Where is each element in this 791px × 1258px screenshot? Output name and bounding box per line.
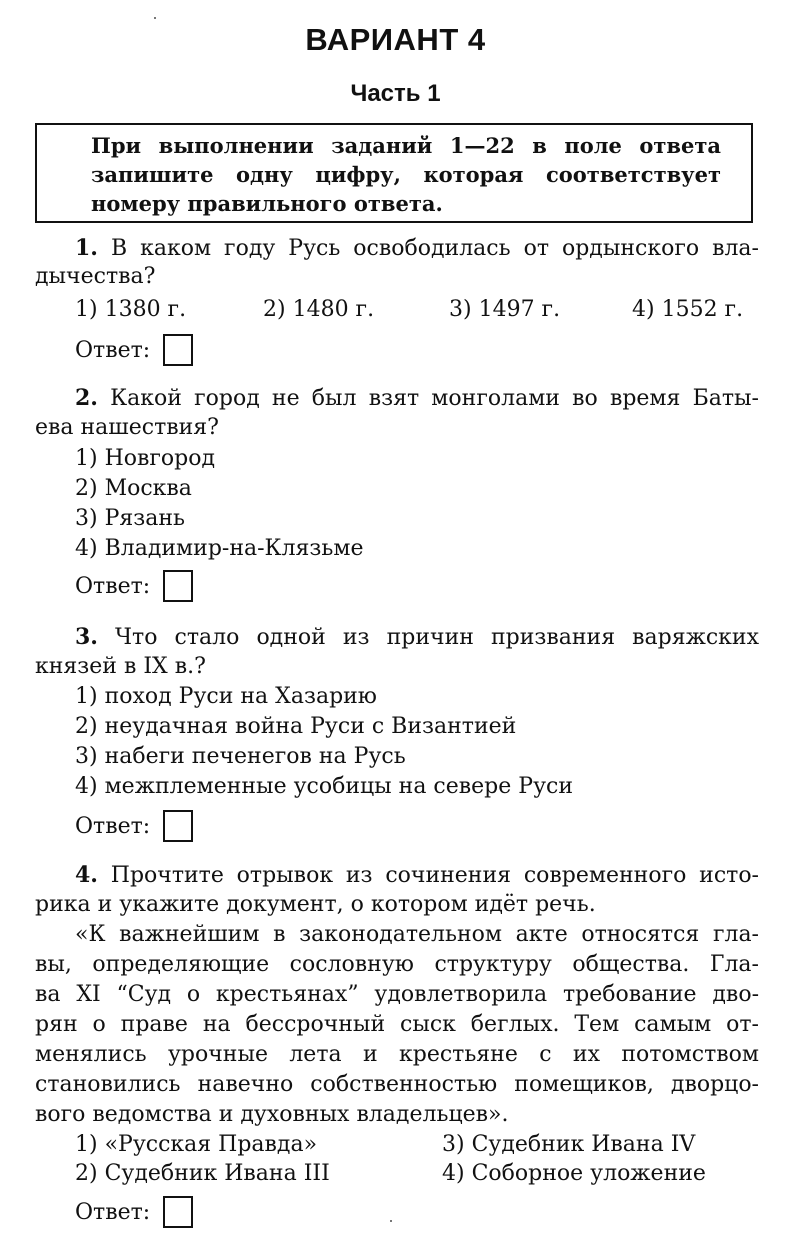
quote-line: вого ведомства и духовных владельцев». (35, 1102, 509, 1127)
answer-label: Ответ: (75, 1200, 151, 1225)
question-number: 2. (75, 385, 98, 411)
option-4[interactable]: 4) 1552 г. (632, 297, 744, 322)
question-number: 4. (75, 862, 98, 888)
quote-line: «К важнейшим в законодательном акте относятся гла- (75, 922, 759, 947)
option-2[interactable]: 2) неудачная война Руси с Византией (75, 714, 517, 739)
question-1-line: дычества? (35, 264, 156, 289)
option-1[interactable]: 1) Новгород (75, 446, 216, 471)
option-2[interactable]: 2) Судебник Ивана III (75, 1161, 330, 1186)
answer-label: Ответ: (75, 338, 151, 363)
option-4[interactable]: 4) Соборное уложение (442, 1161, 706, 1186)
question-3-line: 3. Что стало одной из причин призвания варяжских (75, 624, 759, 650)
option-1[interactable]: 1) «Русская Правда» (75, 1132, 318, 1157)
option-2[interactable]: 2) 1480 г. (263, 297, 375, 322)
option-2[interactable]: 2) Москва (75, 476, 192, 501)
quote-line: ва XI “Суд о крестьянах” удовлетворила требование дво- (35, 982, 759, 1007)
question-4-line: 4. Прочтите отрывок из сочинения современного исто- (75, 862, 759, 888)
question-number: 1. (75, 235, 98, 261)
answer-label: Ответ: (75, 814, 151, 839)
answer-box-2[interactable] (163, 570, 193, 602)
question-3-line: князей в IX в.? (35, 654, 206, 679)
quote-line: менялись урочные лета и крестьяне с их потомством (35, 1042, 759, 1067)
option-1[interactable]: 1) 1380 г. (75, 297, 187, 322)
answer-box-3[interactable] (163, 810, 193, 842)
question-4-line: рика и укажите документ, о котором идёт речь. (35, 892, 596, 917)
option-3[interactable]: 3) Судебник Ивана IV (442, 1132, 696, 1157)
option-1[interactable]: 1) поход Руси на Хазарию (75, 684, 377, 709)
quote-line: рян о праве на бессрочный сыск беглых. Тем самым от- (35, 1012, 759, 1037)
quote-line: вы, определяющие сословную структуру общества. Гла- (35, 952, 759, 977)
quote-line: становились навечно собственностью помещиков, дворцо- (35, 1072, 759, 1097)
instruction-box: При выполнении заданий 1—22 в поле ответа запишите одну цифру, которая соответствует номеру правильного ответа. (35, 123, 753, 223)
option-3[interactable]: 3) Рязань (75, 506, 186, 531)
option-3[interactable]: 3) 1497 г. (449, 297, 561, 322)
question-2-line: 2. Какой город не был взят монголами во время Баты- (75, 385, 759, 411)
page-title: ВАРИАНТ 4 (305, 22, 486, 57)
scan-dot (154, 17, 156, 19)
option-4[interactable]: 4) межплеменные усобицы на севере Руси (75, 774, 573, 799)
answer-label: Ответ: (75, 574, 151, 599)
option-3[interactable]: 3) набеги печенегов на Русь (75, 744, 406, 769)
answer-box-1[interactable] (163, 334, 193, 366)
question-number: 3. (75, 624, 98, 650)
option-4[interactable]: 4) Владимир-на-Клязьме (75, 536, 364, 561)
scan-dot (390, 1220, 392, 1222)
question-2-line: ева нашествия? (35, 415, 219, 440)
question-1-line: 1. В каком году Русь освободилась от ордынского вла- (75, 235, 759, 261)
answer-box-4[interactable] (163, 1196, 193, 1228)
part-heading: Часть 1 (350, 80, 441, 107)
